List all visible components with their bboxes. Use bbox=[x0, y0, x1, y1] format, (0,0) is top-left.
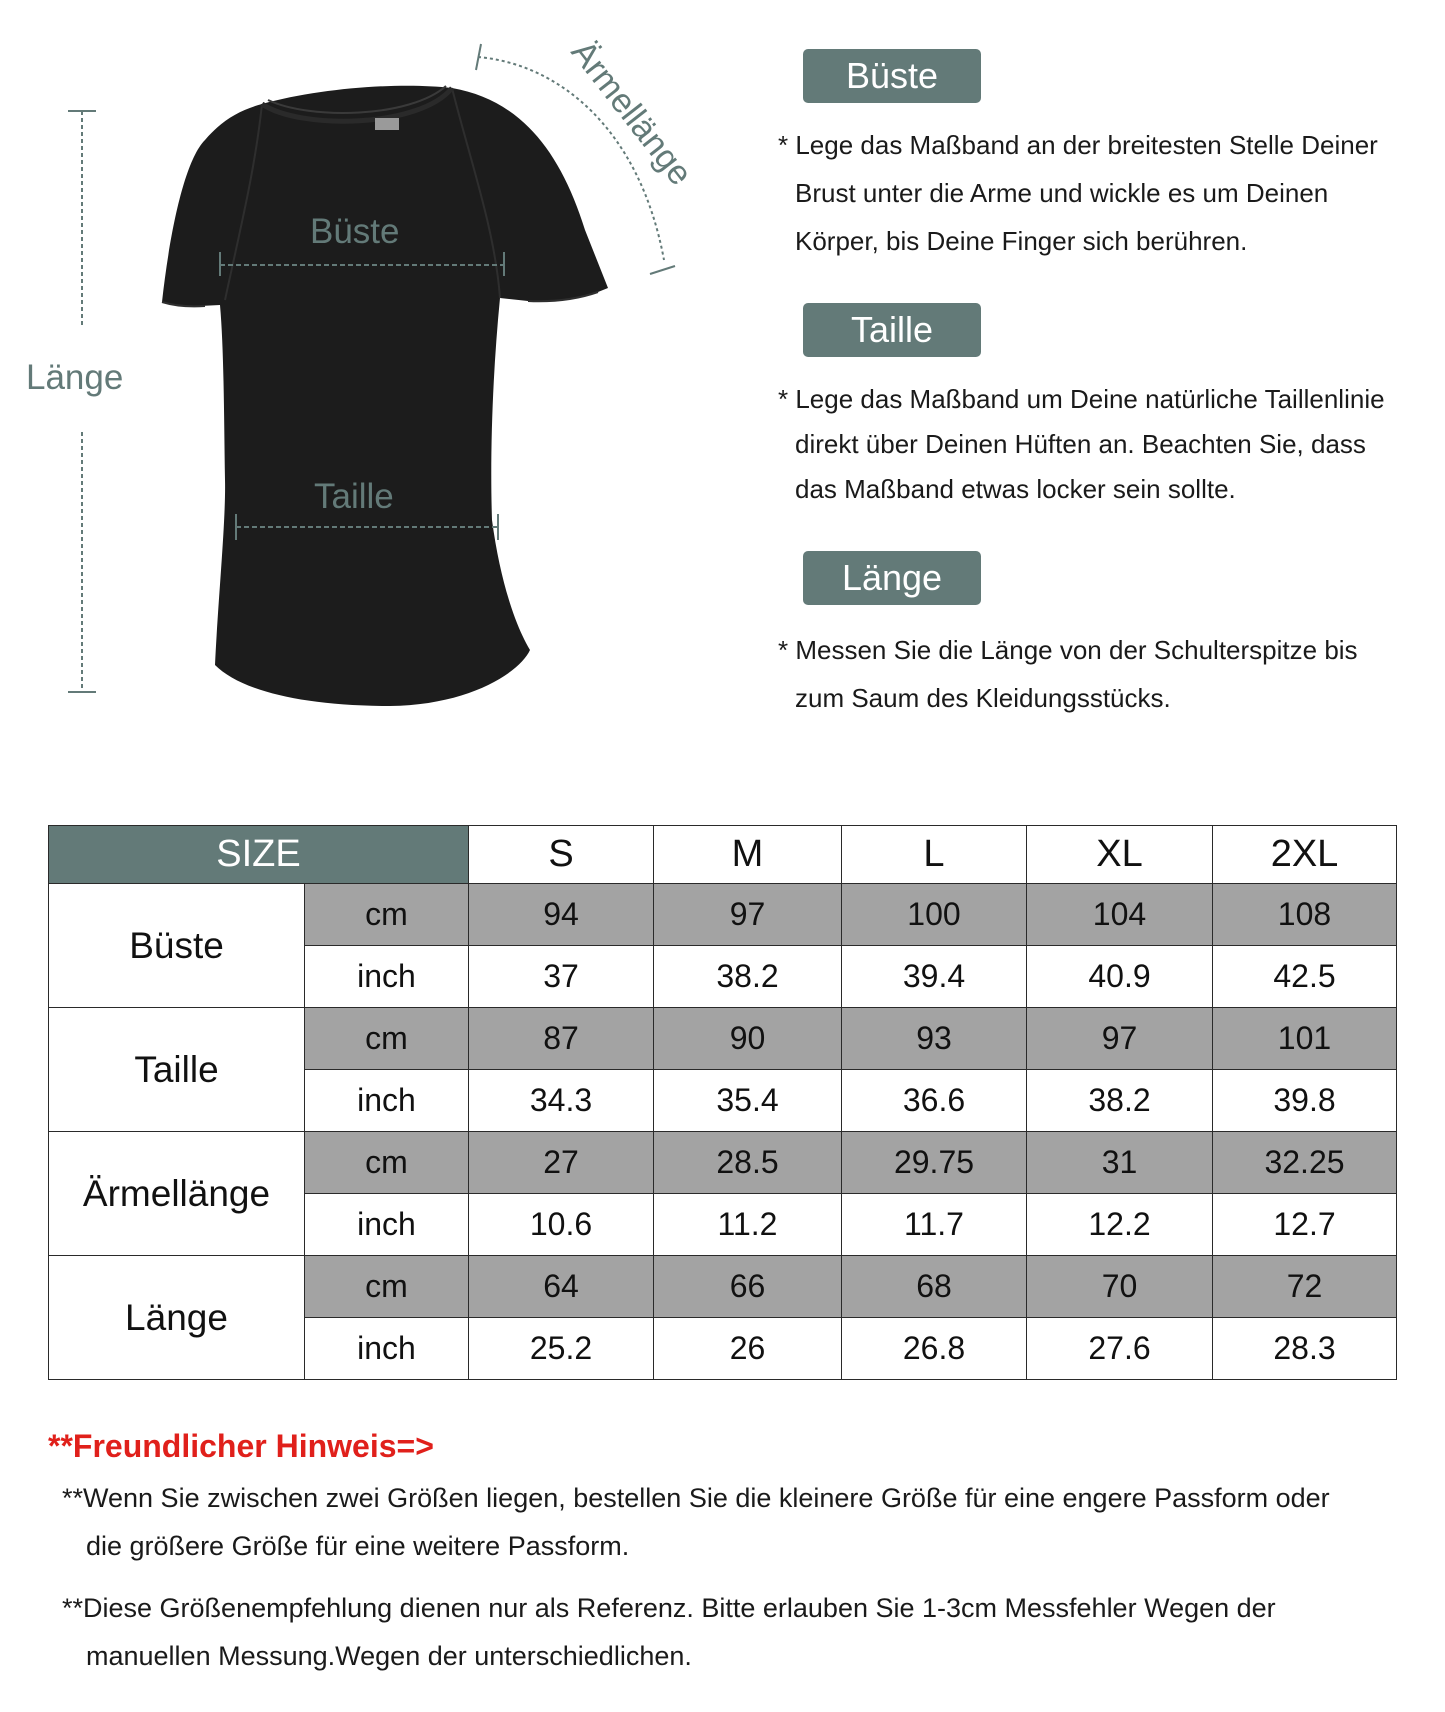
value-cell: 27.6 bbox=[1027, 1318, 1213, 1380]
unit-cell: inch bbox=[305, 1194, 469, 1256]
value-cell: 36.6 bbox=[842, 1070, 1027, 1132]
value-cell: 38.2 bbox=[654, 946, 842, 1008]
value-cell: 25.2 bbox=[469, 1318, 654, 1380]
size-col-header: L bbox=[842, 826, 1027, 884]
value-cell: 97 bbox=[1027, 1008, 1213, 1070]
value-cell: 26.8 bbox=[842, 1318, 1027, 1380]
value-cell: 66 bbox=[654, 1256, 842, 1318]
notes-title: **Freundlicher Hinweis=> bbox=[48, 1428, 434, 1464]
row-group-label: Taille bbox=[49, 1008, 305, 1132]
value-cell: 42.5 bbox=[1213, 946, 1397, 1008]
value-cell: 104 bbox=[1027, 884, 1213, 946]
length-badge: Länge bbox=[803, 551, 981, 605]
sleeve-label: Ärmellänge bbox=[563, 33, 700, 193]
size-col-header: S bbox=[469, 826, 654, 884]
row-group-label: Ärmellänge bbox=[49, 1132, 305, 1256]
value-cell: 93 bbox=[842, 1008, 1027, 1070]
tshirt-shape bbox=[162, 86, 608, 706]
value-cell: 37 bbox=[469, 946, 654, 1008]
size-col-header: M bbox=[654, 826, 842, 884]
unit-cell: inch bbox=[305, 1318, 469, 1380]
size-table bbox=[48, 825, 1397, 1380]
note-item: **Wenn Sie zwischen zwei Größen liegen, bestellen Sie die kleinere Größe für eine engere Passform oder die größere Größe für eine weitere Passform. bbox=[62, 1483, 1330, 1561]
value-cell: 39.8 bbox=[1213, 1070, 1397, 1132]
size-col-header: XL bbox=[1027, 826, 1213, 884]
unit-cell: inch bbox=[305, 946, 469, 1008]
value-cell: 40.9 bbox=[1027, 946, 1213, 1008]
value-cell: 12.7 bbox=[1213, 1194, 1397, 1256]
length-instruction: * Messen Sie die Länge von der Schulterspitze bis zum Saum des Kleidungsstücks. bbox=[778, 635, 1358, 713]
value-cell: 28.3 bbox=[1213, 1318, 1397, 1380]
value-cell: 108 bbox=[1213, 884, 1397, 946]
size-header: SIZE bbox=[49, 826, 469, 884]
value-cell: 27 bbox=[469, 1132, 654, 1194]
note-item: **Diese Größenempfehlung dienen nur als Referenz. Bitte erlauben Sie 1-3cm Messfehler Wegen der manuellen Messung.Wegen der unterschiedlichen. bbox=[62, 1593, 1276, 1671]
row-group-label: Büste bbox=[49, 884, 305, 1008]
value-cell: 70 bbox=[1027, 1256, 1213, 1318]
bust-instruction: * Lege das Maßband an der breitesten Stelle Deiner Brust unter die Arme und wickle es um Deinen Körper, bis Deine Finger sich berühren. bbox=[778, 130, 1378, 256]
unit-cell: cm bbox=[305, 884, 469, 946]
value-cell: 87 bbox=[469, 1008, 654, 1070]
unit-cell: inch bbox=[305, 1070, 469, 1132]
waist-instruction: * Lege das Maßband um Deine natürliche Taillenlinie direkt über Deinen Hüften an. Beachten Sie, dass das Maßband etwas locker sein sollte. bbox=[778, 384, 1385, 504]
value-cell: 94 bbox=[469, 884, 654, 946]
value-cell: 72 bbox=[1213, 1256, 1397, 1318]
unit-cell: cm bbox=[305, 1008, 469, 1070]
label-tag bbox=[375, 118, 399, 130]
value-cell: 39.4 bbox=[842, 946, 1027, 1008]
value-cell: 97 bbox=[654, 884, 842, 946]
table-row bbox=[49, 1256, 1397, 1318]
value-cell: 26 bbox=[654, 1318, 842, 1380]
value-cell: 68 bbox=[842, 1256, 1027, 1318]
value-cell: 12.2 bbox=[1027, 1194, 1213, 1256]
value-cell: 11.7 bbox=[842, 1194, 1027, 1256]
value-cell: 34.3 bbox=[469, 1070, 654, 1132]
table-row bbox=[49, 1008, 1397, 1070]
waist-badge: Taille bbox=[803, 303, 981, 357]
length-measure-line bbox=[68, 111, 96, 692]
value-cell: 90 bbox=[654, 1008, 842, 1070]
unit-cell: cm bbox=[305, 1256, 469, 1318]
value-cell: 32.25 bbox=[1213, 1132, 1397, 1194]
value-cell: 35.4 bbox=[654, 1070, 842, 1132]
value-cell: 11.2 bbox=[654, 1194, 842, 1256]
value-cell: 31 bbox=[1027, 1132, 1213, 1194]
value-cell: 101 bbox=[1213, 1008, 1397, 1070]
table-row bbox=[49, 884, 1397, 946]
value-cell: 10.6 bbox=[469, 1194, 654, 1256]
value-cell: 64 bbox=[469, 1256, 654, 1318]
value-cell: 29.75 bbox=[842, 1132, 1027, 1194]
waist-label: Taille bbox=[314, 477, 394, 516]
table-row bbox=[49, 1132, 1397, 1194]
tshirt-diagram bbox=[0, 0, 780, 760]
value-cell: 28.5 bbox=[654, 1132, 842, 1194]
size-col-header: 2XL bbox=[1213, 826, 1397, 884]
unit-cell: cm bbox=[305, 1132, 469, 1194]
size-header-row bbox=[49, 826, 1397, 884]
bust-badge: Büste bbox=[803, 49, 981, 103]
length-label: Länge bbox=[26, 358, 124, 397]
row-group-label: Länge bbox=[49, 1256, 305, 1380]
value-cell: 100 bbox=[842, 884, 1027, 946]
value-cell: 38.2 bbox=[1027, 1070, 1213, 1132]
bust-label: Büste bbox=[310, 212, 400, 251]
